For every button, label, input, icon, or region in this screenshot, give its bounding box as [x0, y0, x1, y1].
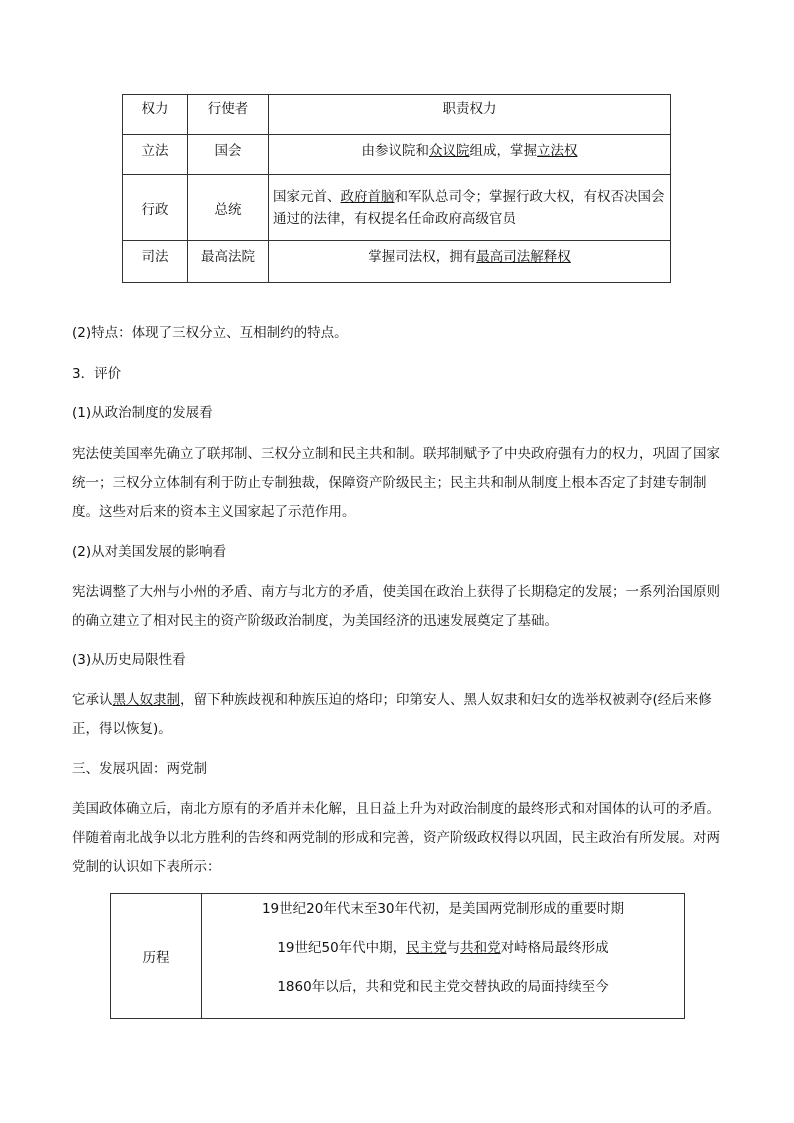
- power-cell: 立法: [123, 135, 188, 175]
- duty-underlined: 最高司法解释权: [476, 249, 571, 265]
- table-row: [123, 175, 671, 241]
- body-paragraph: 美国政体确立后，南北方原有的矛盾并未化解，且日益上升为对政治制度的最终形式和对国体的认可的矛盾。伴随着南北战争以北方胜利的告终和两党制的形成和完善，资产阶级政权得以巩固，民主政治有所发展。对两党制的认识如下表所示：: [72, 801, 720, 875]
- table-row: [123, 135, 671, 175]
- list-item: 19世纪20年代末至30年代初，是美国两党制形成的重要时期: [261, 900, 625, 917]
- header-executor: 行使者: [188, 95, 269, 135]
- section-heading: 3．评价: [72, 366, 122, 382]
- duty-cell: [269, 241, 671, 283]
- two-party-table: [110, 893, 685, 1019]
- body-paragraph: 宪法使美国率先确立了联邦制、三权分立制和民主共和制。联邦制赋予了中央政府强有力的权力，巩固了国家统一；三权分立体制有利于防止专制独裁，保障资产阶级民主；民主共和制从制度上根本否定了封建专制制度。这些对后来的资本主义国家起了示范作用。: [72, 446, 720, 520]
- duty-text: 和军队总司令；掌握行政大权，有权否决国会通过的法律，有权提名任命政府高级官员: [273, 188, 665, 227]
- subheading: (2)从对美国发展的影响看: [72, 544, 227, 560]
- header-duty: 职责权力: [269, 95, 671, 135]
- body-paragraph: [72, 686, 722, 744]
- duty-text: 由参议院和: [361, 143, 429, 159]
- items-cell: [202, 894, 685, 1019]
- underlined-term: 民主党: [406, 939, 447, 956]
- power-cell: 司法: [123, 241, 188, 283]
- duty-text: 组成，掌握: [469, 143, 537, 159]
- duty-cell: [269, 175, 671, 241]
- duty-underlined: 立法权: [537, 143, 578, 159]
- power-cell: 行政: [123, 175, 188, 241]
- section-heading: 三、发展巩固：两党制: [72, 761, 207, 777]
- underlined-term: 黑人奴隶制: [112, 692, 180, 708]
- feature-paragraph: (2)特点：体现了三权分立、互相制约的特点。: [72, 325, 348, 341]
- duty-text: 掌握司法权，拥有: [368, 249, 477, 265]
- duty-underlined: 政府首脑: [340, 188, 395, 205]
- duty-cell: [269, 135, 671, 175]
- item-text: 对峙格局最终形成: [500, 939, 609, 956]
- executor-cell: 总统: [188, 175, 269, 241]
- row-label: 历程: [111, 894, 202, 1019]
- underlined-term: 共和党: [460, 939, 501, 956]
- body-text: 它承认: [72, 692, 113, 708]
- header-power: 权力: [123, 95, 188, 135]
- body-paragraph: 宪法调整了大州与小州的矛盾、南方与北方的矛盾，使美国在政治上获得了长期稳定的发展；一系列治国原则的确立建立了相对民主的资产阶级政治制度，为美国经济的迅速发展奠定了基础。: [72, 584, 720, 629]
- item-text: 与: [446, 939, 461, 956]
- table-row: [111, 894, 685, 1019]
- executor-cell: 国会: [188, 135, 269, 175]
- table-header-row: [123, 95, 671, 135]
- body-text: ，留下种族歧视和种族压迫的烙印；印第安人、黑人奴隶和妇女的选举权被剥夺(经后来修正，得以恢复)。: [72, 692, 712, 737]
- powers-table: [122, 94, 671, 283]
- subheading: (1)从政治制度的发展看: [72, 405, 213, 421]
- list-item: 1860年以后，共和党和民主党交替执政的局面持续至今: [277, 978, 609, 995]
- item-text: 19世纪50年代中期，: [277, 939, 407, 956]
- duty-text: 国家元首、: [273, 188, 341, 205]
- list-item: [202, 937, 684, 976]
- table-row: [123, 241, 671, 283]
- subheading: (3)从历史局限性看: [72, 652, 186, 668]
- duty-underlined: 众议院: [429, 143, 470, 159]
- executor-cell: 最高法院: [188, 241, 269, 283]
